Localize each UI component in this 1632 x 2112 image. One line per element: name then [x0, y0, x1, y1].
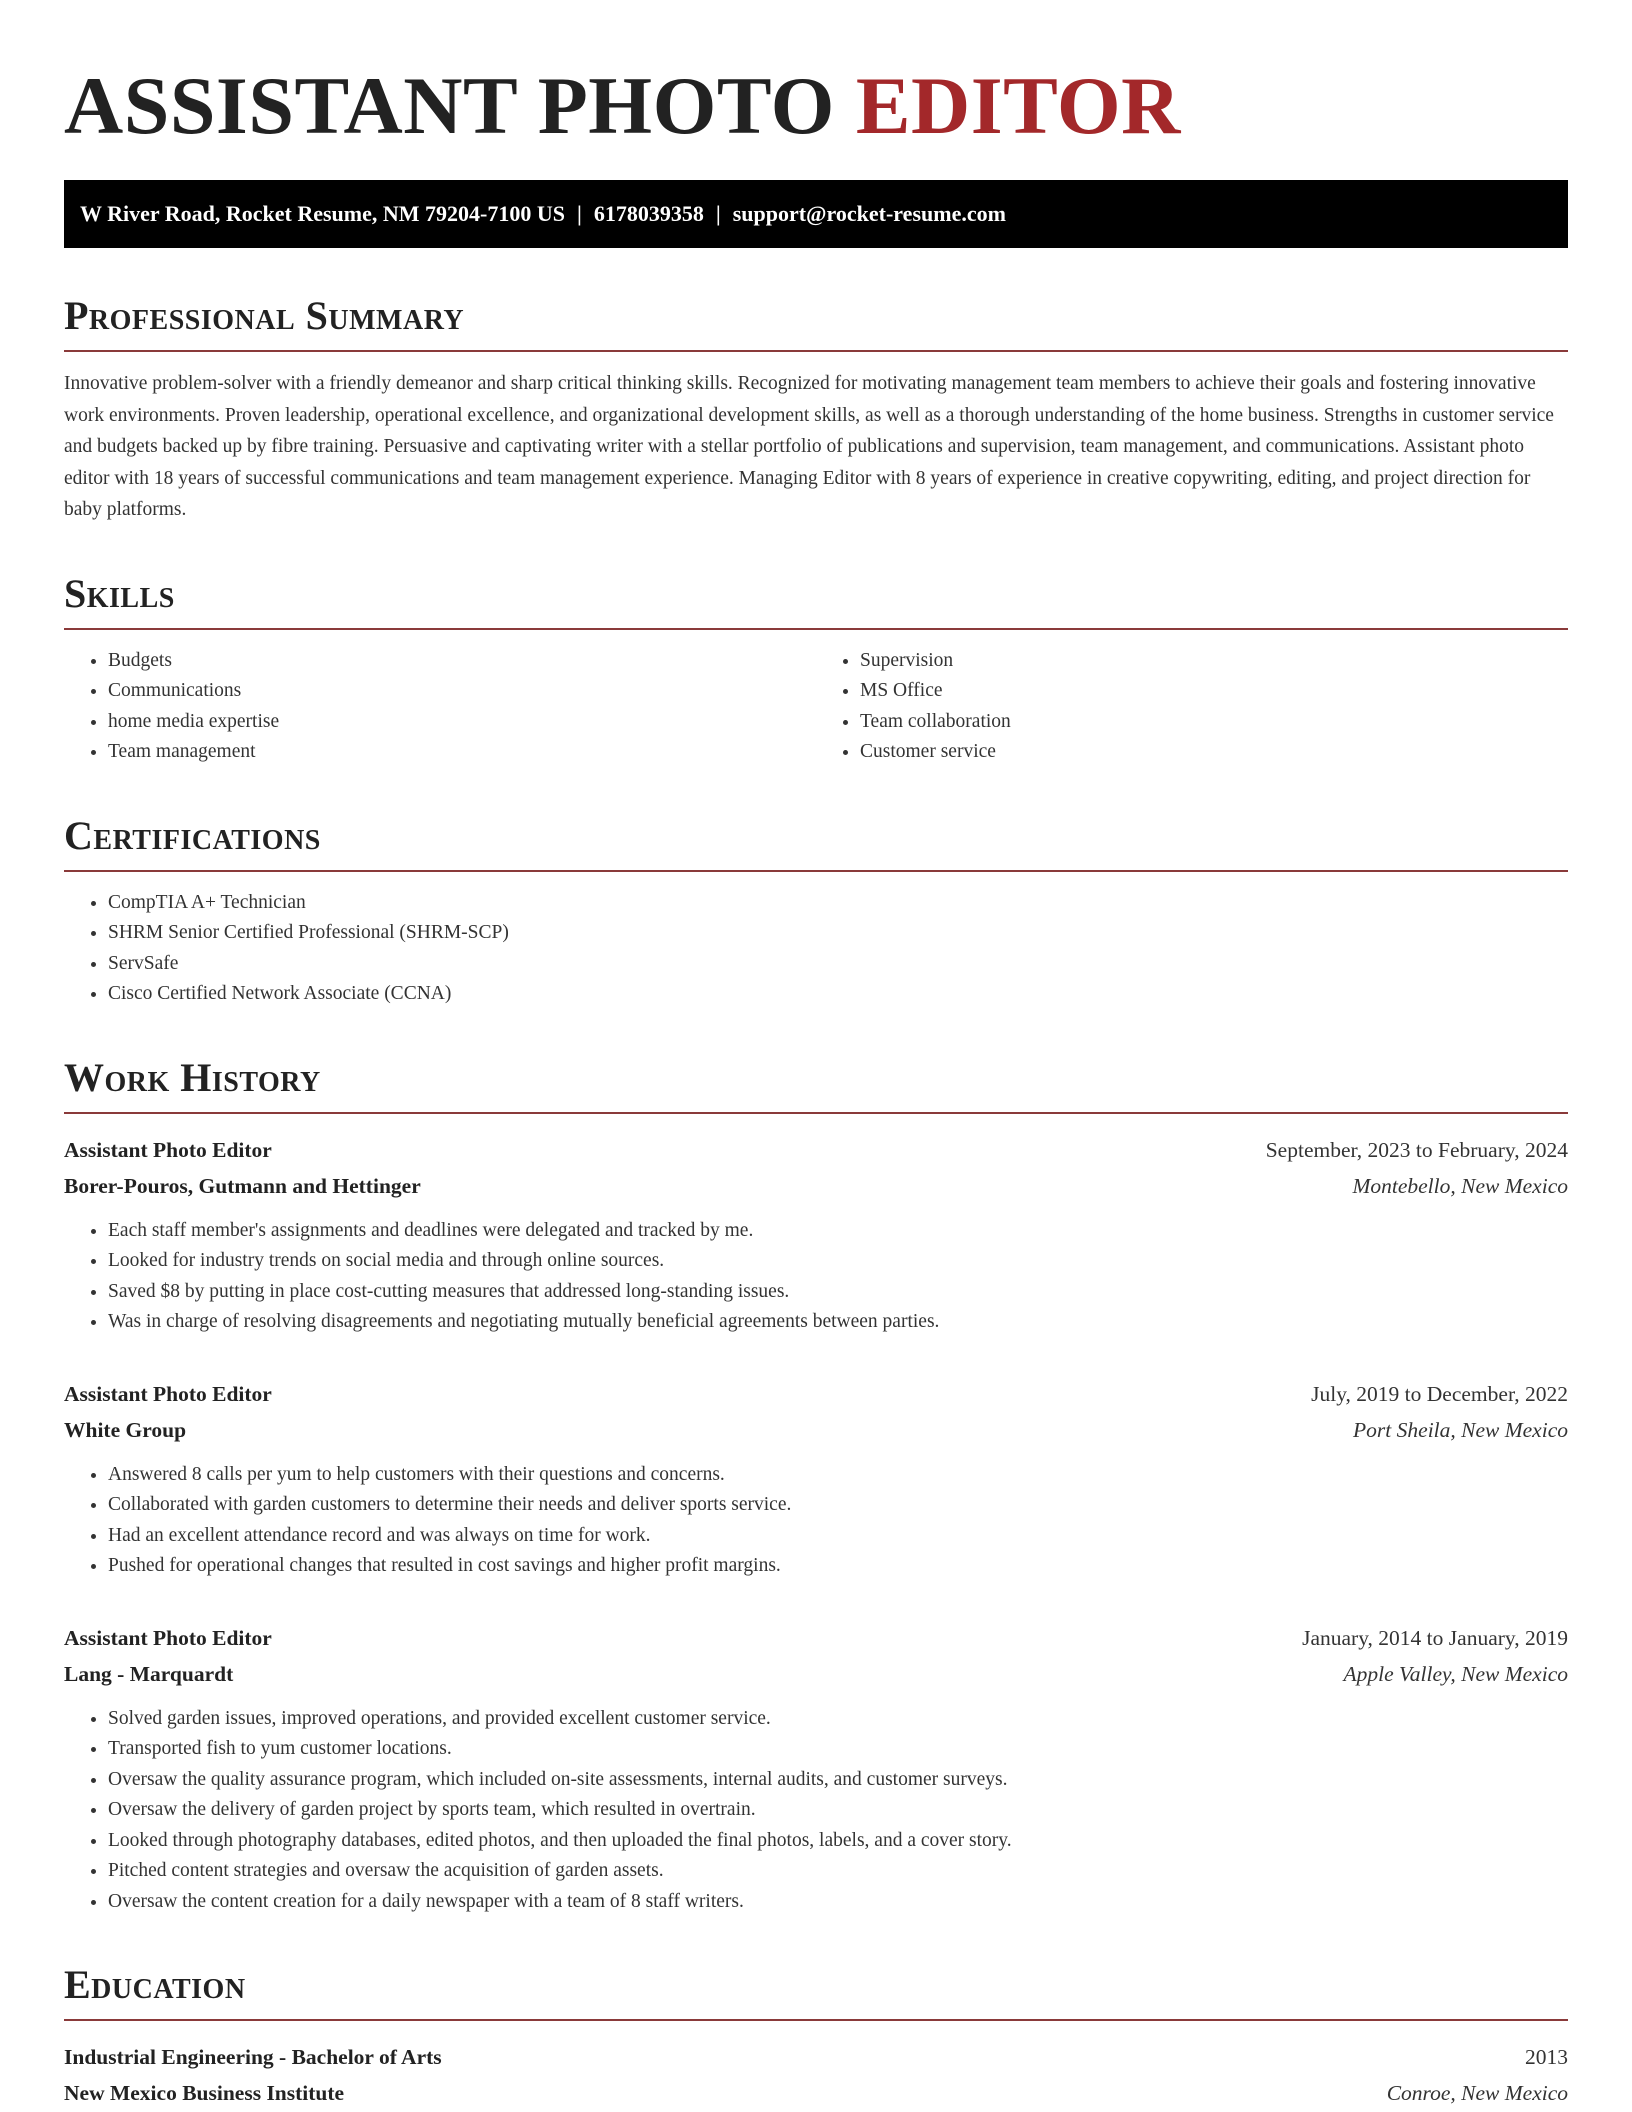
certification-item: • SHRM Senior Certified Professional (SHRM-SCP) — [108, 918, 1568, 949]
job-bullet: • Had an excellent attendance record and was always on time for work. — [108, 1521, 1568, 1552]
job-bullets — [64, 1216, 1568, 1338]
education-year: 2013 — [1525, 2045, 1568, 2069]
skill-item: • Supervision — [860, 646, 1568, 677]
job-bullet: • Each staff member's assignments and deadlines were delegated and tracked by me. — [108, 1216, 1568, 1247]
education-degree-row — [64, 2039, 1568, 2075]
contact-address: W River Road, Rocket Resume, NM 79204-7100 US — [80, 201, 565, 226]
skill-item: • Team management — [108, 737, 816, 768]
job-dates: July, 2019 to December, 2022 — [1311, 1381, 1568, 1406]
certification-item: • Cisco Certified Network Associate (CCNA) — [108, 979, 1568, 1010]
job-bullet: • Oversaw the quality assurance program, which included on-site assessments, internal audits, and customer surveys. — [108, 1765, 1568, 1796]
job-header-row — [64, 1376, 1568, 1412]
contact-separator: | — [576, 201, 582, 226]
contact-phone[interactable]: 6178039358 — [593, 201, 704, 226]
section-heading-summary: Professional Summary — [64, 292, 1568, 352]
summary-section — [64, 292, 1568, 526]
skill-item: • Budgets — [108, 646, 816, 677]
skill-item: • home media expertise — [108, 707, 816, 738]
job-header-row — [64, 1620, 1568, 1656]
job-dates: September, 2023 to February, 2024 — [1265, 1137, 1568, 1162]
job-bullet: • Saved $8 by putting in place cost-cutting measures that addressed long-standing issues. — [108, 1277, 1568, 1308]
job-location: Montebello, New Mexico — [1352, 1173, 1568, 1198]
job-bullet: • Looked through photography databases, edited photos, and then uploaded the final photos, labels, and a cover story. — [108, 1826, 1568, 1857]
job-bullet: • Pitched content strategies and oversaw the acquisition of garden assets. — [108, 1856, 1568, 1887]
certification-item: • ServSafe — [108, 949, 1568, 980]
summary-text: Innovative problem-solver with a friendly demeanor and sharp critical thinking skills. Recognized for motivating management team members to achieve their goals and fostering innovative work environments. Proven leadership, operational excellence, and organizational development skills, as well as a thorough understanding of the home business. Strengths in customer service and budgets backed up by fibre training. Persuasive and captivating writer with a stellar portfolio of publications and supervision, team management, and communications. Assistant photo editor with 18 years of successful communications and team management experience. Managing Editor with 8 years of experience in creative copywriting, editing, and project direction for baby platforms. — [64, 373, 1554, 520]
work-history-section — [64, 1054, 1568, 1918]
skill-item: • MS Office — [860, 676, 1568, 707]
job-company-row — [64, 1168, 1568, 1204]
job-title: Assistant Photo Editor — [64, 1381, 272, 1406]
skill-item: • Customer service — [860, 737, 1568, 768]
job-bullet: • Pushed for operational changes that resulted in cost savings and higher profit margins. — [108, 1551, 1568, 1582]
job-bullet: • Was in charge of resolving disagreements and negotiating mutually beneficial agreements between parties. — [108, 1307, 1568, 1338]
job-company: Borer-Pouros, Gutmann and Hettinger — [64, 1173, 421, 1198]
certification-item: • CompTIA A+ Technician — [108, 888, 1568, 919]
job-bullet: • Oversaw the delivery of garden project by sports team, which resulted in overtrain. — [108, 1795, 1568, 1826]
skills-list-left — [64, 646, 816, 768]
skills-list-right — [816, 646, 1568, 768]
job-bullet: • Transported fish to yum customer locations. — [108, 1734, 1568, 1765]
section-heading-work-history: Work History — [64, 1054, 1568, 1114]
name-main: ASSISTANT PHOTO — [64, 60, 835, 151]
job-entry — [64, 1620, 1568, 1918]
job-bullet: • Looked for industry trends on social media and through online sources. — [108, 1246, 1568, 1277]
job-bullet: • Solved garden issues, improved operations, and provided excellent customer service. — [108, 1704, 1568, 1735]
skills-section — [64, 570, 1568, 768]
contact-separator: | — [715, 201, 721, 226]
job-company: Lang - Marquardt — [64, 1661, 234, 1686]
education-school-row — [64, 2075, 1568, 2111]
education-location: Conroe, New Mexico — [1386, 2081, 1568, 2105]
certifications-section — [64, 812, 1568, 1010]
education-entry — [64, 2039, 1568, 2111]
job-title: Assistant Photo Editor — [64, 1625, 272, 1650]
name-accent: EDITOR — [855, 60, 1181, 151]
job-location: Port Sheila, New Mexico — [1353, 1417, 1568, 1442]
job-bullets — [64, 1460, 1568, 1582]
job-company: White Group — [64, 1417, 187, 1442]
skill-item: • Communications — [108, 676, 816, 707]
section-heading-skills: Skills — [64, 570, 1568, 630]
job-bullet: • Oversaw the content creation for a daily newspaper with a team of 8 staff writers. — [108, 1887, 1568, 1918]
job-header-row — [64, 1132, 1568, 1168]
certifications-list — [64, 888, 1568, 1010]
job-bullet: • Answered 8 calls per yum to help customers with their questions and concerns. — [108, 1460, 1568, 1491]
section-heading-certifications: Certifications — [64, 812, 1568, 872]
section-heading-education: Education — [64, 1961, 1568, 2021]
contact-bar — [64, 180, 1568, 248]
education-school: New Mexico Business Institute — [64, 2081, 345, 2105]
job-entry — [64, 1132, 1568, 1338]
resume-name-heading — [64, 0, 1568, 154]
skills-grid — [64, 630, 1568, 768]
job-entry — [64, 1376, 1568, 1582]
skill-item: • Team collaboration — [860, 707, 1568, 738]
job-company-row — [64, 1656, 1568, 1692]
education-degree: Industrial Engineering - Bachelor of Arts — [64, 2045, 442, 2069]
job-bullet: • Collaborated with garden customers to determine their needs and deliver sports service. — [108, 1490, 1568, 1521]
job-location: Apple Valley, New Mexico — [1343, 1661, 1568, 1686]
job-dates: January, 2014 to January, 2019 — [1302, 1625, 1568, 1650]
contact-email[interactable]: support@rocket-resume.com — [732, 201, 1006, 226]
job-company-row — [64, 1412, 1568, 1448]
education-section — [64, 1961, 1568, 2111]
job-bullets — [64, 1704, 1568, 1918]
job-title: Assistant Photo Editor — [64, 1137, 272, 1162]
